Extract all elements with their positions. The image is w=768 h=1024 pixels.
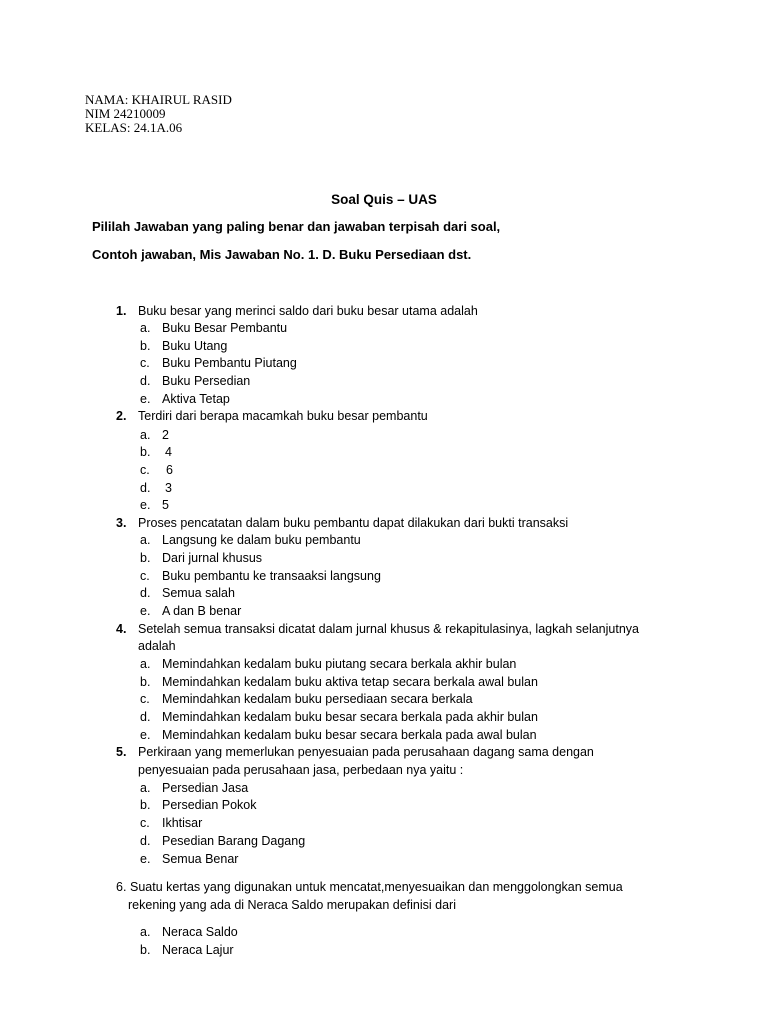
option-text: Buku Persedian (162, 374, 251, 388)
option-text: Ikhtisar (162, 816, 203, 830)
option-letter: a. (140, 781, 151, 795)
student-name: NAMA: KHAIRUL RASID (85, 92, 232, 107)
option-text: 4 (165, 445, 172, 459)
option-text: Memindahkan kedalam buku aktiva tetap secara berkala awal bulan (162, 675, 538, 689)
option-letter: b. (140, 943, 151, 957)
student-nim: NIM 24210009 (85, 106, 166, 121)
option-letter: b. (140, 798, 151, 812)
student-class: KELAS: 24.1A.06 (85, 120, 183, 135)
option-letter: d. (140, 374, 151, 388)
option-text: Buku Utang (162, 339, 228, 353)
option-letter: d. (140, 586, 151, 600)
option-text: 6 (166, 463, 173, 477)
option-letter: c. (140, 356, 150, 370)
question-number: 1. (116, 304, 127, 318)
option-text: Persedian Pokok (162, 798, 257, 812)
question-text: Terdiri dari berapa macamkah buku besar pembantu (138, 409, 428, 423)
option-letter: c. (140, 816, 150, 830)
option-letter: c. (140, 569, 150, 583)
option-letter: c. (140, 692, 150, 706)
question-text: Setelah semua transaksi dicatat dalam jurnal khusus & rekapitulasinya, lagkah selanjutnya (138, 622, 639, 636)
option-letter: e. (140, 604, 151, 618)
question-text: Proses pencatatan dalam buku pembantu dapat dilakukan dari bukti transaksi (138, 516, 569, 530)
option-letter: b. (140, 675, 151, 689)
option-text: Memindahkan kedalam buku besar secara berkala pada akhir bulan (162, 710, 538, 724)
option-text: Semua salah (162, 586, 235, 600)
option-letter: d. (140, 481, 151, 495)
instruction-example: Contoh jawaban, Mis Jawaban No. 1. D. Buku Persediaan dst. (92, 247, 472, 262)
option-letter: a. (140, 533, 151, 547)
page-title: Soal Quis – UAS (331, 192, 437, 207)
option-letter: b. (140, 551, 151, 565)
option-letter: d. (140, 710, 151, 724)
option-letter: e. (140, 498, 151, 512)
option-letter: a. (140, 321, 151, 335)
question-number: 2. (116, 409, 127, 423)
option-text: Neraca Lajur (162, 943, 234, 957)
option-text: Memindahkan kedalam buku besar secara berkala pada awal bulan (162, 728, 537, 742)
option-letter: e. (140, 852, 151, 866)
option-text: 2 (162, 428, 169, 442)
option-text: Pesedian Barang Dagang (162, 834, 306, 848)
option-text: Dari jurnal khusus (162, 551, 263, 565)
student-info (85, 93, 232, 135)
option-text: Buku Besar Pembantu (162, 321, 288, 335)
question-number: 5. (116, 745, 127, 759)
option-letter: a. (140, 925, 151, 939)
question-text-continued: rekening yang ada di Neraca Saldo merupakan definisi dari (128, 898, 456, 912)
question-number: 3. (116, 516, 127, 530)
question-text: Perkiraan yang memerlukan penyesuaian pada perusahaan dagang sama dengan (138, 745, 594, 759)
option-letter: a. (140, 657, 151, 671)
option-text: Neraca Saldo (162, 925, 238, 939)
option-text: Persedian Jasa (162, 781, 249, 795)
instruction-line: Pililah Jawaban yang paling benar dan jawaban terpisah dari soal, (92, 219, 501, 234)
option-text: Memindahkan kedalam buku persediaan secara berkala (162, 692, 473, 706)
question-number: 4. (116, 622, 127, 636)
option-letter: a. (140, 428, 151, 442)
option-text: Semua Benar (162, 852, 239, 866)
option-text: 5 (162, 498, 169, 512)
option-letter: e. (140, 392, 151, 406)
question-text-continued: adalah (138, 639, 176, 653)
option-text: Buku pembantu ke transaaksi langsung (162, 569, 381, 583)
option-text: Aktiva Tetap (162, 392, 230, 406)
option-text: A dan B benar (162, 604, 242, 618)
question-text: Suatu kertas yang digunakan untuk mencatat,menyesuaikan dan menggolongkan semua (130, 880, 623, 894)
option-letter: d. (140, 834, 151, 848)
option-letter: c. (140, 463, 150, 477)
option-letter: e. (140, 728, 151, 742)
option-text: Memindahkan kedalam buku piutang secara berkala akhir bulan (162, 657, 517, 671)
question-text: Buku besar yang merinci saldo dari buku besar utama adalah (138, 304, 478, 318)
option-text: Buku Pembantu Piutang (162, 356, 297, 370)
question-text-continued: penyesuaian pada perusahaan jasa, perbedaan nya yaitu : (138, 763, 464, 777)
option-text: 3 (165, 481, 172, 495)
option-letter: b. (140, 445, 151, 459)
option-text: Langsung ke dalam buku pembantu (162, 533, 361, 547)
option-letter: b. (140, 339, 151, 353)
question-number: 6. (116, 880, 127, 894)
